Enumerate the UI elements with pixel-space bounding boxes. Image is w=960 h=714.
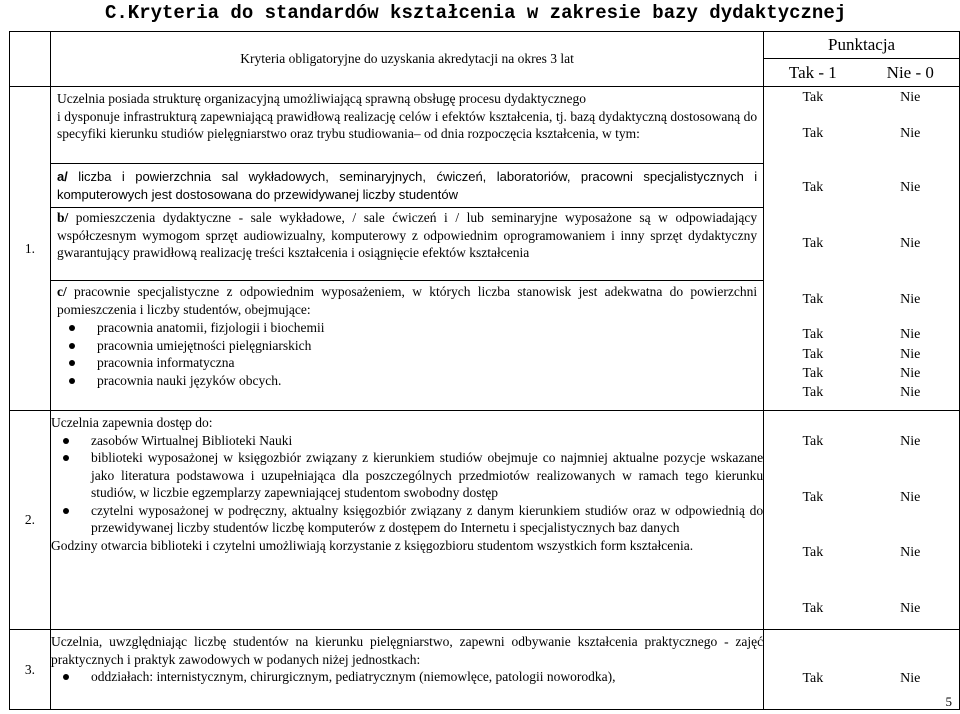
page-number: 5 — [945, 694, 952, 709]
score-no: Nie — [900, 347, 921, 362]
section-number-1: 1. — [10, 87, 51, 411]
item-c-text: pracownie specjalistyczne z odpowiednim wyposażeniem, w których liczba stanowisk jest adekwatna do powierzchni pomieszczenia i liczby studentów, obejmujące: — [56, 284, 758, 317]
score-row — [764, 365, 959, 383]
score-no: Nie — [900, 601, 921, 616]
section-1-intro-line1: Uczelnia posiada strukturę organizacyjną umożliwiającą sprawną obsługę procesu dydaktycznego — [56, 91, 587, 106]
score-yes: Tak — [802, 327, 824, 342]
score-row — [764, 346, 959, 364]
score-no: Nie — [900, 366, 921, 381]
list-item: biblioteki wyposażonej w księgozbiór związany z kierunkiem studiów obejmuje co najmniej aktualne pozycje wskazane jako literatura podstawowa i uzupełniająca dla poszczególnych przedmiotów realizowanych w ramach tego kierunku studiów, w liczbie egzemplarzy zapewniającej studentom swobodny dostęp — [51, 449, 763, 502]
list-item: zasobów Wirtualnej Biblioteki Nauki — [51, 432, 763, 450]
list-item: pracownia umiejętności pielęgniarskich — [57, 337, 757, 355]
section-2-intro: Uczelnia zapewnia dostęp do: — [50, 415, 213, 430]
score-row — [764, 384, 959, 402]
score-row — [764, 125, 959, 143]
section-3-intro: Uczelnia, uwzględniając liczbę studentów na kierunku pielęgniarstwo, zapewni odbywanie kształcenia praktycznego - zajęć praktycznych i praktyk zawodowych w podanych niżej jednostkach: — [50, 634, 764, 667]
score-yes: Tak — [802, 671, 824, 686]
section-1-content — [50, 87, 763, 411]
criteria-table — [9, 31, 960, 710]
section-1-intro-line2: i dysponuje infrastrukturą zapewniającą prawidłową realizację celów i efektów kształcenia, tj. bazą dydaktyczną dostosowaną do specyfiki kierunku studiów pielęgniarstwo oraz trybu studiowania– od dnia rozpoczęcia kształcenia, w tym: — [56, 108, 758, 141]
score-row — [764, 600, 959, 618]
section-3-scores — [764, 630, 960, 710]
score-yes: Tak — [802, 545, 824, 560]
score-yes: Tak — [802, 385, 824, 400]
bullet-icon — [69, 343, 75, 349]
scoring-header — [764, 32, 960, 87]
score-yes: Tak — [802, 601, 824, 616]
section-number-2: 2. — [10, 411, 51, 630]
score-yes: Tak — [802, 292, 824, 307]
score-no: Nie — [900, 671, 921, 686]
score-yes: Tak — [802, 126, 824, 141]
bullet-icon — [63, 438, 69, 444]
score-yes: Tak — [802, 236, 824, 251]
score-no: Nie — [900, 434, 921, 449]
score-yes: Tak — [802, 180, 824, 195]
bullet-icon — [63, 674, 69, 680]
list-item: oddziałach: internistycznym, chirurgicznym, pediatrycznym (niemowlęce, patologii noworodka), — [51, 668, 763, 686]
criteria-header: Kryteria obligatoryjne do uzyskania akredytacji na okres 3 lat — [50, 32, 763, 87]
page-title: C.Kryteria do standardów kształcenia w zakresie bazy dydaktycznej — [105, 2, 847, 24]
score-row — [764, 291, 959, 309]
scoring-title: Punktacja — [764, 32, 959, 59]
library-hours: Godziny otwarcia biblioteki i czytelni umożliwiają korzystanie z księgozbioru studentom wszystkich form kształcenia. — [50, 537, 694, 553]
yes-column-header: Tak - 1 — [788, 63, 837, 82]
item-a-label: a/ — [56, 169, 68, 184]
score-yes: Tak — [802, 490, 824, 505]
list-item: pracownia informatyczna — [57, 354, 757, 372]
score-row — [764, 89, 959, 107]
score-no: Nie — [900, 90, 921, 105]
score-no: Nie — [900, 545, 921, 560]
item-a-text: liczba i powierzchnia sal wykładowych, seminaryjnych, ćwiczeń, laboratoriów, pracowni specjalistycznych i komputerowych jest dostosowana do przewidywanej liczby studentów — [56, 169, 758, 202]
section-number-3: 3. — [10, 630, 51, 710]
bullet-icon — [63, 455, 69, 461]
labs-list — [57, 319, 757, 389]
score-no: Nie — [900, 385, 921, 400]
access-list — [51, 432, 763, 537]
list-item: pracownia nauki języków obcych. — [57, 372, 757, 390]
score-row — [764, 433, 959, 451]
score-no: Nie — [900, 490, 921, 505]
score-yes: Tak — [802, 366, 824, 381]
no-column-header: Nie - 0 — [886, 63, 934, 82]
score-row — [764, 670, 959, 688]
bullet-icon — [69, 325, 75, 331]
bullet-icon — [69, 378, 75, 384]
score-no: Nie — [900, 236, 921, 251]
list-item: czytelni wyposażonej w podręczny, aktualny księgozbiór związany z danym kierunkiem studiów oraz w odpowiednią do przewidywanej liczby studentów liczbę komputerów z dostępem do Internetu i specjalistycznych baz danych — [51, 502, 763, 537]
score-no: Nie — [900, 126, 921, 141]
section-2-scores — [764, 411, 960, 630]
section-2-content — [50, 411, 763, 630]
item-b-label: b/ — [56, 210, 69, 225]
score-no: Nie — [900, 327, 921, 342]
score-row — [764, 179, 959, 197]
score-row — [764, 544, 959, 562]
list-item: pracownia anatomii, fizjologii i biochemii — [57, 319, 757, 337]
score-row — [764, 489, 959, 507]
section-1-scores — [764, 87, 960, 411]
score-no: Nie — [900, 180, 921, 195]
units-list — [51, 668, 763, 686]
item-b-text: pomieszczenia dydaktyczne - sale wykładowe, / sale ćwiczeń i / lub seminaryjne wyposażone są w odpowiadający współczesnym wymogom sprzęt audiowizualny, komputerowy z odpowiednim oprogramowaniem i inny sprzęt dydaktyczny gwarantujący prawidłową realizację treści kształcenia i osiągnięcie efektów kształcenia — [56, 210, 758, 260]
score-row — [764, 326, 959, 344]
bullet-icon — [69, 360, 75, 366]
score-yes: Tak — [802, 347, 824, 362]
score-yes: Tak — [802, 90, 824, 105]
score-no: Nie — [900, 292, 921, 307]
bullet-icon — [63, 508, 69, 514]
section-3-content — [50, 630, 763, 710]
score-yes: Tak — [802, 434, 824, 449]
item-c-label: c/ — [56, 284, 67, 299]
score-row — [764, 235, 959, 253]
